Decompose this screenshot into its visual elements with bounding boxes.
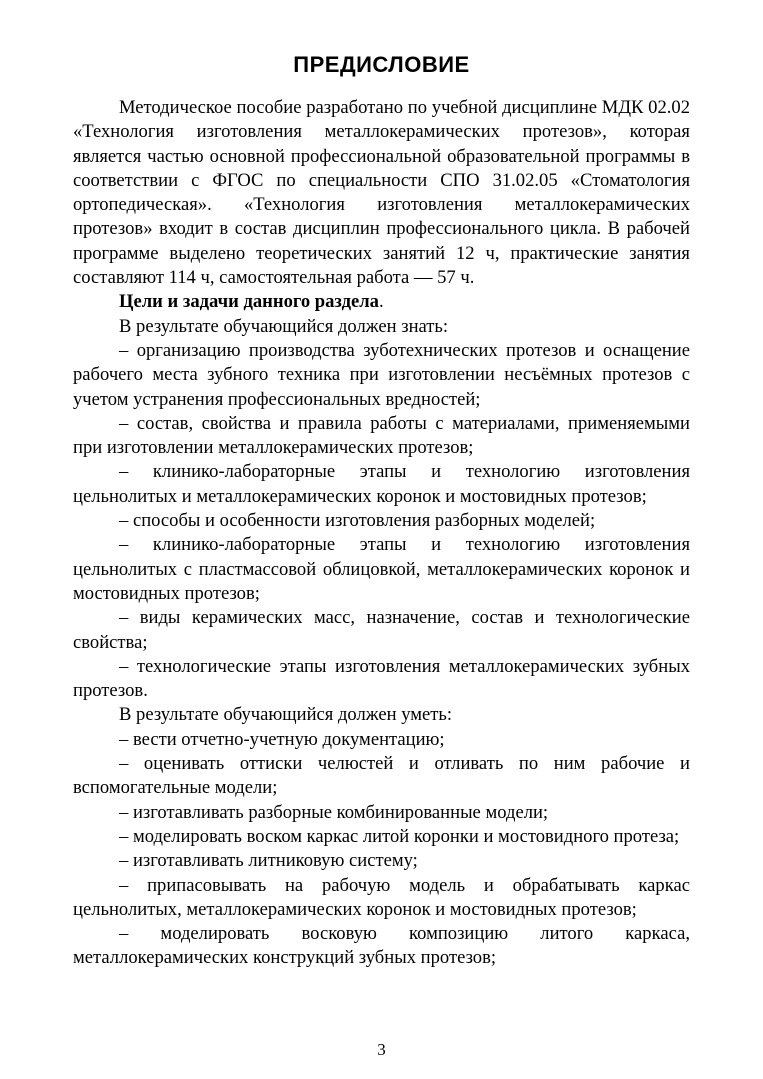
able-item: – изготавливать разборные комбинированные модели; (119, 801, 549, 823)
intro-paragraph: Методическое пособие разработано по учебной дисциплине МДК 02.02 «Технология изготовления металлокерамических протезов», которая является частью основной профессиональной образовательной программы в соответствии с ФГОС по специальности СПО 31.02.05 «Стоматология ортопедическая». «Технология изготовления металлокерамических протезов» входит в состав дисциплин профессионального цикла. В рабочей программе выделено теоретических занятий 12 ч, практические занятия составляют 114 ч, самостоятельная работа — 57 ч. (73, 97, 690, 289)
know-lead: В результате обучающийся должен знать: (119, 315, 449, 337)
goals-heading-paragraph (73, 290, 690, 314)
able-item: – вести отчетно-учетную документацию; (119, 728, 445, 750)
page-number: 3 (377, 1040, 386, 1059)
goals-heading-period: . (378, 291, 384, 313)
know-item: – клинико-лабораторные этапы и технологию изготовления цельнолитых и металлокерамических коронок и мостовидных протезов; (73, 461, 690, 507)
know-item: – клинико-лабораторные этапы и технологию изготовления цельнолитых с пластмассовой облицовкой, металлокерамических коронок и мостовидных протезов; (73, 534, 690, 604)
able-item: – моделировать восковую композицию литого каркаса, металлокерамических конструкций зубных протезов; (73, 923, 690, 969)
know-item: – способы и особенности изготовления разборных моделей; (119, 510, 596, 532)
know-item: – организацию производства зуботехнических протезов и оснащение рабочего места зубного техника при изготовлении несъёмных протезов с учетом устранения профессиональных вредностей; (73, 339, 690, 410)
page-title: ПРЕДИСЛОВИЕ (293, 52, 470, 77)
able-lead: В результате обучающийся должен уметь: (119, 704, 453, 726)
know-item: – состав, свойства и правила работы с материалами, применяемыми при изготовлении металлокерамических протезов; (73, 412, 690, 459)
able-item: – изготавливать литниковую систему; (119, 850, 418, 872)
able-item: – моделировать воском каркас литой коронки и мостовидного протеза; (119, 825, 680, 847)
know-item: – технологические этапы изготовления металлокерамических зубных протезов. (73, 655, 690, 702)
body-text (73, 96, 690, 971)
able-item: – припасовывать на рабочую модель и обрабатывать каркас цельнолитых, металлокерамических коронок и мостовидных протезов; (73, 874, 690, 920)
know-item: – виды керамических масс, назначение, состав и технологические свойства; (73, 607, 690, 653)
able-item: – оценивать оттиски челюстей и отливать по ним рабочие и вспомогательные модели; (73, 753, 690, 799)
goals-heading: Цели и задачи данного раздела (119, 291, 379, 313)
